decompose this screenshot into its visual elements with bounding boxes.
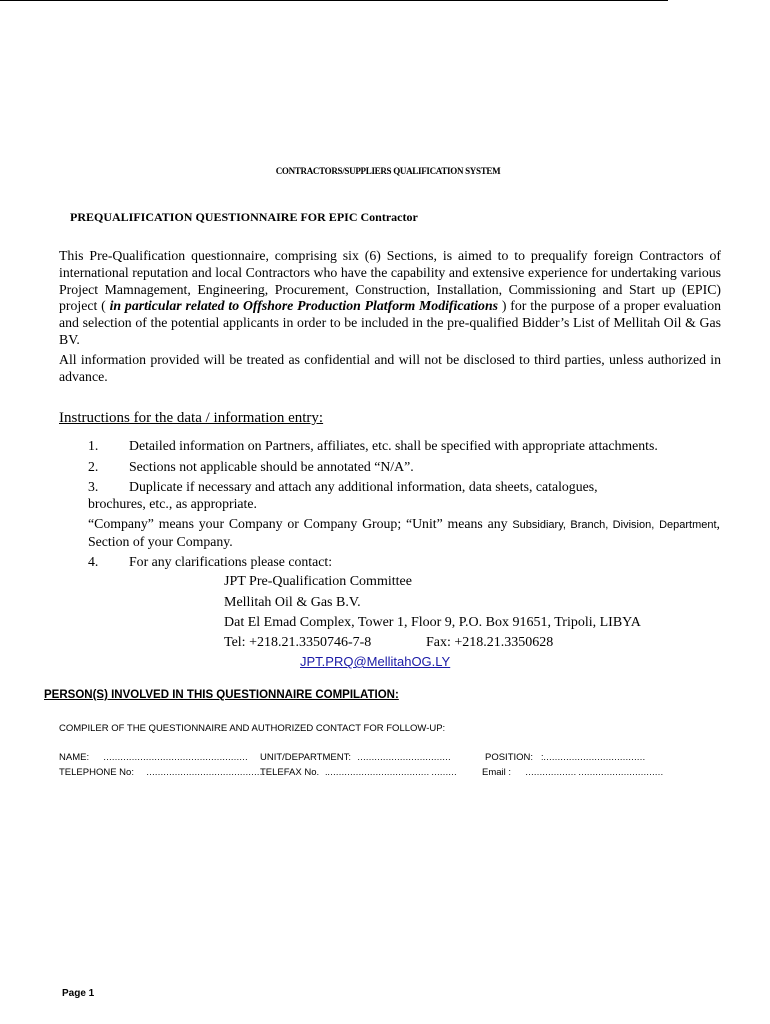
instruction-item-3-continued: brochures, etc., as appropriate. — [88, 496, 257, 511]
instruction-number: 4. — [88, 554, 99, 569]
confidentiality-paragraph: All information provided will be treated as confidential and will not be disclosed to third parties, unless authorized in advance. — [59, 352, 721, 384]
email-field[interactable]: ……………… ………………………… — [525, 767, 664, 777]
telefax-label: TELEFAX No. — [260, 767, 320, 778]
definition-department: Department — [659, 519, 717, 531]
persons-heading: PERSON(S) INVOLVED IN THIS QUESTIONNAIRE COMPILATION: — [44, 689, 399, 701]
name-label: NAME: — [59, 752, 90, 763]
contact-committee: JPT Pre-Qualification Committee — [224, 574, 412, 589]
instruction-text: Detailed information on Partners, affiliates, etc. shall be specified with appropriate attachments. — [129, 438, 658, 453]
telephone-label: TELEPHONE No: — [59, 767, 134, 778]
contact-email-link[interactable]: JPT.PRQ@MellitahOG.LY — [300, 654, 451, 669]
definition-tail: , Section of your Company. — [88, 516, 720, 549]
page-number: Page 1 — [62, 988, 95, 999]
definition-paragraph — [88, 516, 720, 551]
contact-phone: Tel: +218.21.3350746-7-8 — [224, 635, 372, 650]
contact-company: Mellitah Oil & Gas B.V. — [224, 595, 361, 610]
instruction-number: 3. — [88, 479, 99, 494]
instruction-text: Sections not applicable should be annotated “N/A”. — [129, 459, 414, 474]
position-label: POSITION: — [485, 752, 534, 763]
instruction-text: Duplicate if necessary and attach any additional information, data sheets, catalogues, — [129, 479, 598, 494]
definition-units: Subsidiary, Branch, Division, — [512, 519, 655, 531]
intro-emphasis: in particular related to Offshore Production Platform Modifications — [109, 298, 498, 314]
header-rule — [0, 0, 668, 1]
telefax-field[interactable]: .……………………………… ……… — [325, 767, 457, 777]
instruction-number: 2. — [88, 459, 99, 474]
name-field[interactable]: …………………………………………… — [103, 752, 248, 762]
contact-fax: Fax: +218.21.3350628 — [426, 635, 554, 650]
definition-text: “Company” means your Company or Company Group; “Unit” means any — [88, 516, 513, 531]
telephone-field[interactable]: …………………………………… — [146, 767, 265, 777]
intro-text-part2: ) for the purpose of a proper evaluation and selection of the potential applicants in order to be included in the pre-qualified Bidder’s List of Mellitah Oil & Gas BV. — [59, 298, 721, 347]
email-label: Email : — [482, 767, 512, 778]
intro-paragraph — [59, 248, 721, 349]
instruction-text: For any clarifications please contact: — [129, 554, 333, 569]
document-title: CONTRACTORS/SUPPLIERS QUALIFICATION SYSTEM — [275, 166, 501, 176]
position-field[interactable]: :……………………………… — [541, 752, 646, 762]
instructions-heading: Instructions for the data / information entry: — [59, 410, 324, 426]
unit-department-field[interactable]: …………………………… — [357, 752, 451, 762]
unit-department-label: UNIT/DEPARTMENT: — [260, 752, 351, 763]
intro-text-part1: This Pre-Qualification questionnaire, comprising six (6) Sections, is aimed to to prequalify foreign Contractors of international reputation and local Contractors who have the capability and extensive experience for undertaking various Project Mamnagement, Engineering, Procurement, Construction, Installation, Commissioning and Start up (EPIC) project ( — [59, 248, 721, 314]
instruction-number: 1. — [88, 438, 99, 453]
contact-address: Dat El Emad Complex, Tower 1, Floor 9, P.O. Box 91651, Tripoli, LIBYA — [224, 615, 641, 630]
compiler-label: COMPILER OF THE QUESTIONNAIRE AND AUTHORIZED CONTACT FOR FOLLOW-UP: — [59, 723, 446, 734]
document-subtitle: PREQUALIFICATION QUESTIONNAIRE FOR EPIC Contractor — [70, 210, 418, 224]
